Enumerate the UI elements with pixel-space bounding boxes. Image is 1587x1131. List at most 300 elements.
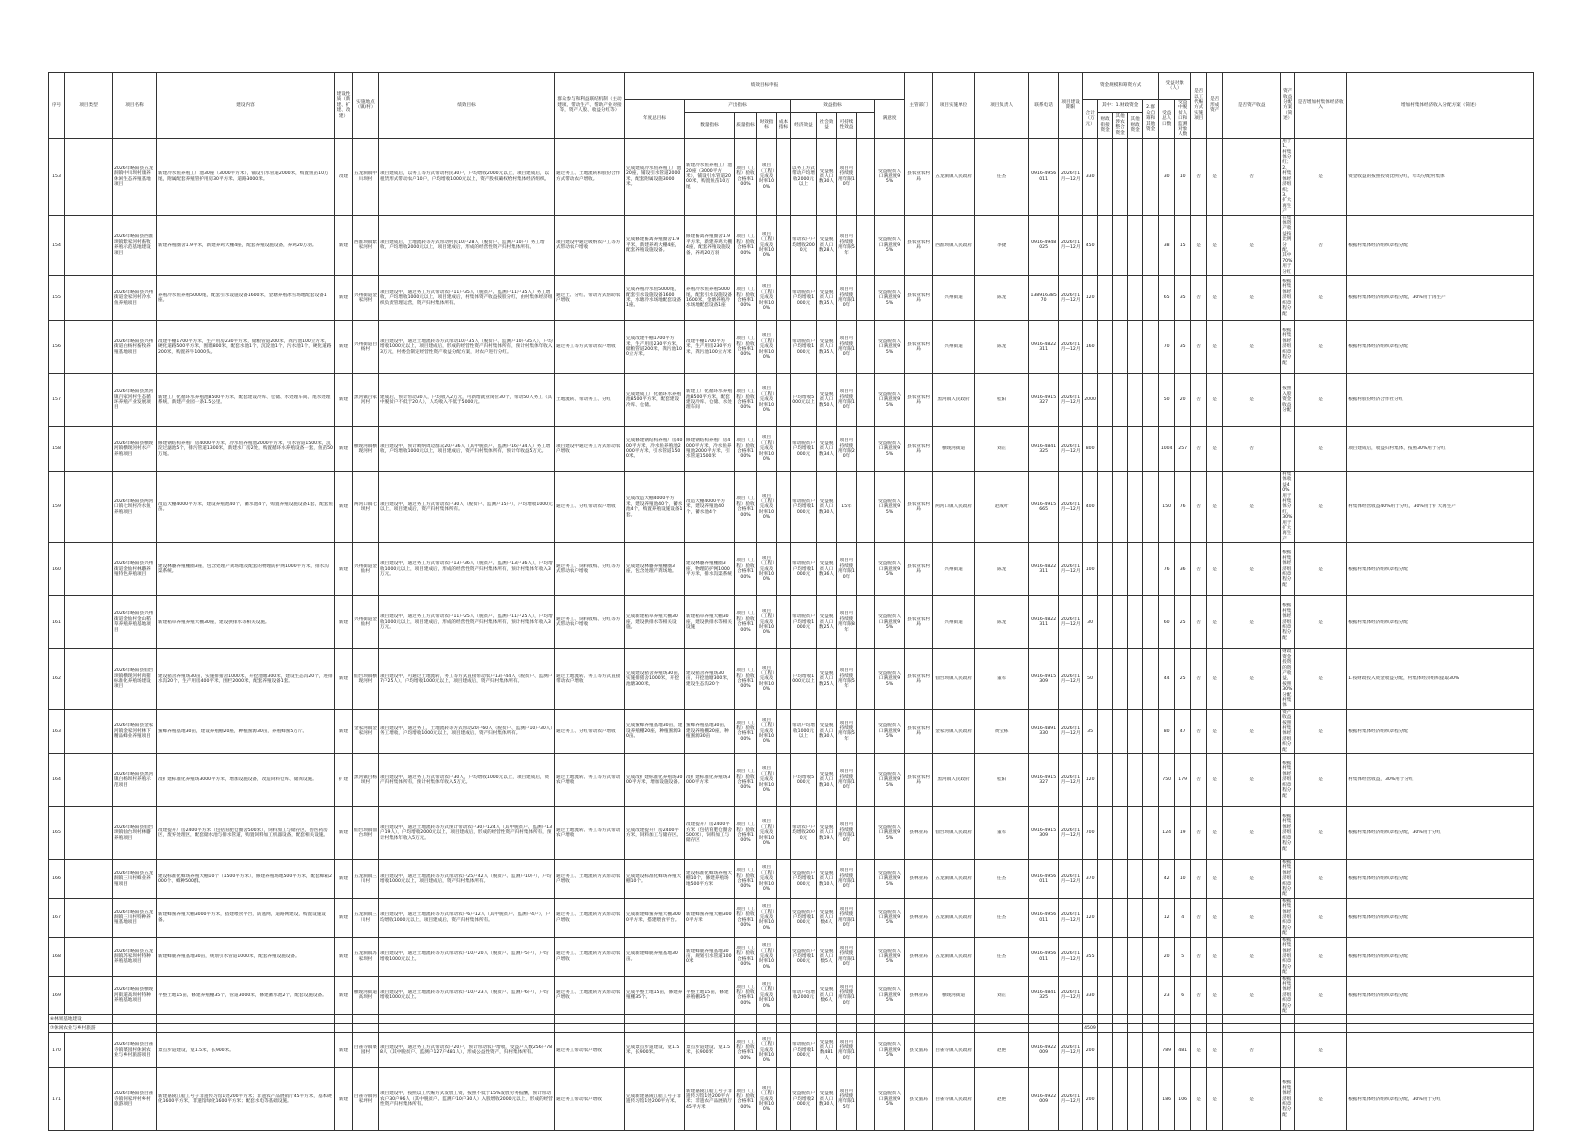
cell-text-a: 是 (1212, 566, 1217, 572)
cell-pop (1159, 321, 1175, 374)
cell-nature (335, 937, 353, 976)
cell-text-name: 2026年略阳县兴州街道金仙村金山稻草养殖养殖基地项目 (114, 611, 154, 633)
cell-text-r: 是 (1249, 953, 1254, 959)
cell-text-a: 是 (1212, 619, 1217, 625)
cell-quality (735, 321, 757, 374)
cell-loc (353, 276, 379, 321)
cell-text-social: 受益脱贫人口数30人 (818, 168, 835, 185)
cell-text-a: 是 (1212, 504, 1217, 510)
cell-cost (777, 321, 791, 374)
cell-annual (625, 860, 685, 899)
cell-text-goal: 项目建设中，通过土地流转等方式预计带动农户30户124人（其中脱贫户、监测户13户19人），户均增收2000元以上，项目建成后，形成的经营性资产归村集体所有，预计村集体年收入5万元。 (380, 824, 553, 841)
cell-ofis (1113, 374, 1128, 427)
cell-ofis (1113, 596, 1128, 649)
cell-text-phone: 0916-4915327 (1031, 394, 1057, 405)
cell-self (1143, 937, 1159, 976)
cell-pop (1159, 1033, 1175, 1068)
cell-sustain2 (857, 215, 875, 275)
cell-text-name: 2026年略阳县仙台坝镇横现河村肉猪标准化养殖场建设项目 (114, 668, 154, 690)
cell-cost (777, 374, 791, 427)
cell-text-timely: 项目（工程）完成及时率100% (758, 493, 775, 521)
cell-rp (1281, 754, 1295, 807)
cell-loc (353, 1068, 379, 1131)
cell-central (1098, 215, 1113, 275)
cell-period (1059, 472, 1083, 543)
cell-a (1207, 374, 1223, 427)
cell-text-rp: 资产收益按照村集体经济组织分配 (1282, 709, 1292, 753)
col-fund: 资金规模和筹资方式 (1083, 73, 1159, 100)
cell-pop (1159, 472, 1175, 543)
section-cell (1029, 1015, 1059, 1024)
cell-text-poor: 25 (1179, 676, 1186, 682)
cell-a (1207, 860, 1223, 899)
cell-text-poor: 6 (1181, 992, 1185, 998)
cell-a (1207, 807, 1223, 860)
cell-poor (1175, 138, 1191, 215)
cell-central (1098, 1068, 1113, 1131)
cell-name (113, 754, 157, 807)
col-total: 合计（万元） (1083, 100, 1098, 139)
cell-text-satis: 受益脱贫人口满意度95% (878, 909, 902, 926)
cell-timely (757, 976, 777, 1015)
cell-text-goal: 项目建设中，通过务工方式带动农户11户25人（脱贫户、监测户11户25人），户均增收1000元以上，项目建成后，形成的经营性资产归村集体所有，预计村集体年收入3万元。 (380, 614, 553, 630)
cell-social (817, 898, 837, 937)
cell-text-seq: 165 (52, 830, 61, 836)
cell-text-rp: 根据村集体经济组织章程分配 (1282, 937, 1292, 976)
cell-timely (757, 709, 777, 753)
cell-sustain2 (857, 1068, 875, 1131)
cell-owner (975, 472, 1029, 543)
cell-annual (625, 898, 685, 937)
cell-cost (777, 138, 791, 215)
cell-central (1098, 1033, 1113, 1068)
cell-econ (791, 374, 817, 427)
cell-total (1083, 543, 1098, 596)
cell-text-qty: 新建稻草养殖大棚30座，建设供排水等相关设施 (686, 614, 732, 630)
cell-annual (625, 276, 685, 321)
cell-text-cp: 资金收益的按照投资比例分红，年均分配村集体 (1348, 173, 1445, 179)
cell-goal (379, 215, 555, 275)
cell-c (1295, 754, 1347, 807)
cell-dept (905, 1033, 933, 1068)
cell-text-name: 2026年略阳县五龙洞镇三川村特种养殖基地项目 (114, 909, 154, 926)
cell-social (817, 709, 837, 753)
cell-satis (875, 427, 905, 472)
table-row (49, 976, 1534, 1015)
cell-text-qty: 养殖冷水鱼养殖5000尾，配套引水设施设备1600米，金塘养殖冷水场地配套设备1座 (686, 287, 732, 309)
cell-seq (49, 321, 65, 374)
table-row (49, 1033, 1534, 1068)
cell-text-annual: 完成新建蜂蜜养殖大棚3000平方米，搭建喂食平台。 (626, 912, 681, 923)
section-cell (353, 1024, 379, 1033)
cell-content (157, 1033, 335, 1068)
col-sustain: 可持续性效益 (837, 112, 857, 138)
cell-unit (933, 937, 975, 976)
table-row (49, 427, 1534, 472)
cell-text-social: 受益脱贫人口数35人 (818, 338, 835, 355)
cell-text-goal: 项目建设中，通过土地流转等方式带动10户35人（脱贫户、监测户10户35人），户均增收1000元以上，项目建成后，形成的经营性资产归村集体所有，预计村集体年收入3万元，村委会制定经营性资产收益分配方案，对农户进行分红。 (380, 338, 553, 355)
cell-text-phone: 13891638570 (1030, 292, 1057, 303)
col-annual: 年度总目标 (625, 100, 685, 139)
cell-nature (335, 807, 353, 860)
cell-text-mech: 通过土地流转、务工等方式直接带动农户增收 (556, 673, 621, 685)
cell-cost (777, 976, 791, 1015)
cell-text-loc: 仙台坝镇仙台坝村 (354, 827, 377, 838)
cell-cp (1347, 976, 1534, 1015)
cell-period (1059, 321, 1083, 374)
cell-nature (335, 472, 353, 543)
cell-text-econ: 带动脱贫户户均增收1000元 (792, 289, 815, 306)
cell-text-name: 2026年略阳县兴州街道白杨村畜牧养殖基地项目 (114, 338, 154, 355)
cell-sustain (837, 937, 857, 976)
cell-self (1143, 596, 1159, 649)
cell-text-goal: 项目建设中，通过务工方式带动农户30人，户均增收1000元以上，项目建成后，资产归村集体所有，预计村集体年收入5万元。 (380, 774, 550, 785)
cell-total (1083, 215, 1098, 275)
table-row (49, 754, 1534, 807)
cell-owner (975, 374, 1029, 427)
cell-text-sustain: 项目可持续使用年限10年 (838, 868, 855, 890)
cell-content (157, 754, 335, 807)
cell-ofis (1113, 1033, 1128, 1068)
section-cell (1059, 1015, 1083, 1024)
cell-text-unit: 五龙洞镇人民政府 (935, 915, 972, 921)
cell-timely (757, 321, 777, 374)
cell-text-loc: 白雀寺镇菜园村 (354, 1044, 377, 1056)
cell-text-social: 受益脱贫人口数6人 (819, 987, 834, 1004)
cell-ofis (1113, 138, 1128, 215)
cell-text-a: 是 (1212, 295, 1217, 301)
cell-timely (757, 1068, 777, 1131)
cell-text-content: 新建工厂化循环水养殖池8500平方米，配套建设冷库、仓储、水处理车间、尾水处理系统，新建产业园一条1.5公里。 (158, 394, 331, 405)
cell-text-owner: 桂阳 (997, 397, 1007, 403)
cell-text-a: 是 (1212, 397, 1217, 403)
cell-timely (757, 754, 777, 807)
cell-text-qty: 新建冷水鱼养殖工厂池20座（3000平方米），铺设引水管道2000米，购置鱼苗10万尾 (686, 163, 732, 190)
cell-text-w: 否 (1196, 876, 1201, 882)
cell-text-annual: 完成新建蜂鹿养殖基地30亩。 (626, 951, 678, 962)
cell-text-poor: 20 (1179, 397, 1186, 403)
cell-r (1223, 709, 1281, 753)
cell-text-sustain: 项目可持续使用年限10年 (838, 336, 855, 358)
section-cell (1098, 1015, 1113, 1024)
cell-text-annual: 完成建设猪舍养殖场30亩，实施排猪舍1000米，开挖池塘300米。 (626, 670, 683, 687)
cell-text-phone: 0916-4915309 (1031, 673, 1057, 685)
cell-text-satis: 受益脱贫人口满意度95% (878, 561, 902, 577)
cell-text-annual: 完成建设林麝养殖棚圈3座，包含处理产粪场地。 (626, 563, 677, 575)
cell-goal (379, 321, 555, 374)
cell-text-seq: 163 (52, 728, 61, 734)
cell-econ (791, 898, 817, 937)
cell-sustain2 (857, 709, 875, 753)
cell-text-qty: 新建工厂化循环水养殖池8500平方米，配套建设冷库、仓储、水处理车间 (686, 389, 732, 411)
cell-pop (1159, 138, 1175, 215)
cell-econ (791, 321, 817, 374)
cell-text-nature: 新建 (338, 344, 349, 350)
col-owner: 项目负责人 (975, 73, 1029, 139)
cell-goal (379, 976, 555, 1015)
cell-text-mech: 通过务工、土地流转方式带动农户增收 (556, 951, 621, 962)
cell-text-period: 2026年1月—12月 (1060, 1044, 1081, 1056)
cell-rp (1281, 321, 1295, 374)
cell-text-satis: 受益脱贫人口满意度95% (878, 440, 902, 457)
cell-text-total: 200 (1085, 1096, 1095, 1102)
cell-content (157, 860, 335, 899)
section-cell (1207, 1024, 1223, 1033)
cell-social (817, 649, 837, 709)
cell-text-mech: 通过务工、土地流转和股份合作方式带动农户增收。 (556, 171, 621, 182)
cell-quality (735, 1068, 757, 1131)
cell-text-qty: 建设标准化蜂场养殖大棚10个，修建养殖场地500平方米 (686, 870, 732, 887)
cell-text-cp: 根据村集体经济组织章程分配，30%用于分红 (1348, 1096, 1442, 1102)
cell-text-w: 否 (1196, 915, 1201, 921)
cell-phone (1029, 976, 1059, 1015)
cell-text-name: 2026年略阳县两河口镇七坝村冷水鱼养殖项目 (114, 499, 154, 515)
cell-w (1191, 754, 1207, 807)
cell-text-nature: 新建 (338, 242, 349, 248)
col-other-fiscal: 其他涉农整合资金 (1113, 112, 1128, 138)
cell-goal (379, 1068, 555, 1131)
col-quality: 质量指标 (735, 112, 757, 138)
cell-phone (1029, 754, 1059, 807)
cell-text-unit: 兴州街道 (944, 344, 963, 350)
cell-owner (975, 807, 1029, 860)
cell-text-seq: 167 (52, 915, 61, 921)
cell-goal (379, 649, 555, 709)
cell-r (1223, 138, 1281, 215)
cell-ofis (1113, 898, 1128, 937)
cell-sustain2 (857, 898, 875, 937)
cell-type (65, 276, 113, 321)
cell-text-satis: 受益脱贫人口满意度95% (878, 771, 902, 788)
cell-text-dept: 县文旅局 (909, 1096, 928, 1102)
cell-text-w: 否 (1196, 830, 1201, 836)
cell-period (1059, 937, 1083, 976)
section-cell (1295, 1015, 1347, 1024)
cell-text-satis: 受益脱贫人口满意度95% (878, 391, 902, 408)
cell-text-timely: 项目（工程）完成及时率100% (758, 333, 775, 361)
cell-text-unit: 兴州街道 (944, 295, 963, 301)
cell-loc (353, 898, 379, 937)
col-output: 产出指标 (685, 100, 791, 113)
section-cell (791, 1024, 817, 1033)
cell-text-phone: 0916-4822311 (1031, 616, 1057, 628)
section-cell (1175, 1024, 1191, 1033)
cell-text-sustain: 项目可持续使用年限10年 (838, 558, 855, 580)
cell-text-total: 330 (1085, 992, 1095, 998)
cell-text-content: 新建嘉陵江船工号子非遗传习馆1处200平方米；非遗农产品展销厅45平方米，基本硬化1600平方米，非遗馆绿化1600平方米；配套水电等基础设施。 (158, 1093, 332, 1105)
cell-satis (875, 807, 905, 860)
cell-text-pop: 65 (1163, 295, 1170, 301)
cell-goal (379, 1033, 555, 1068)
cell-cost (777, 543, 791, 596)
cell-text-nature: 改建 (338, 173, 349, 179)
cell-text-r: 是 (1249, 397, 1254, 403)
cell-dept (905, 649, 933, 709)
cell-rp (1281, 649, 1295, 709)
cell-text-satis: 受益脱贫人口满意度95% (878, 289, 902, 306)
cell-self (1143, 472, 1159, 543)
cell-text-content: 建设林麝养殖棚圈3座，包含处理产粪场地及配套的物理防护网1000平方米，排水沟渠系统。 (158, 563, 329, 575)
cell-content (157, 709, 335, 753)
cell-rp (1281, 860, 1295, 899)
cell-text-period: 2026年1月—12月 (1060, 292, 1081, 303)
cell-dept (905, 709, 933, 753)
cell-self (1143, 374, 1159, 427)
cell-text-timely: 项目（工程）完成及时率100% (758, 608, 775, 636)
cell-text-timely: 项目（工程）完成及时率100% (758, 284, 775, 312)
cell-timely (757, 807, 777, 860)
cell-social (817, 860, 837, 899)
cell-a (1207, 976, 1223, 1015)
cell-goal (379, 709, 555, 753)
cell-unit (933, 543, 975, 596)
cell-poor (1175, 543, 1191, 596)
cell-text-name: 2026年略阳县金家河镇金家河村林下精品蜂业养殖项目 (114, 723, 154, 740)
cell-satis (875, 472, 905, 543)
cell-text-rp: 根据村集体经济组织章程分配 (1282, 860, 1292, 898)
cell-text-timely: 项目（工程）完成及时率100% (758, 766, 775, 794)
cell-period (1059, 427, 1083, 472)
cell-text-total: 160 (1085, 344, 1095, 350)
section-cell (857, 1015, 875, 1024)
section-cell (1295, 1024, 1347, 1033)
cell-text-cp: 村集体经营收益，30%用于分红 (1348, 777, 1414, 783)
section-cell (1059, 1024, 1083, 1033)
cell-other (1128, 138, 1143, 215)
cell-text-seq: 162 (52, 676, 61, 682)
cell-timely (757, 937, 777, 976)
cell-type (65, 937, 113, 976)
cell-text-pop: 23 (1163, 992, 1170, 998)
cell-text-phone: 0916-4915665 (1031, 501, 1057, 513)
cell-text-r: 是 (1249, 504, 1254, 510)
cell-text-cp: 根据村集体经济组织章程分配 (1348, 242, 1408, 248)
cell-r (1223, 807, 1281, 860)
cell-pop (1159, 649, 1175, 709)
cell-text-loc: 五龙洞镇苏家坝村 (354, 951, 377, 962)
cell-text-dept: 县农业农村局 (907, 171, 931, 182)
cell-text-rp: 财政资金投资的资产收益，按照30%分配村集体 (1282, 649, 1293, 709)
cell-text-w: 否 (1196, 344, 1201, 350)
cell-seq (49, 215, 65, 275)
cell-text-r: 是 (1249, 295, 1254, 301)
cell-text-c: 是 (1318, 1096, 1323, 1102)
section-cell (1223, 1024, 1281, 1033)
cell-text-c: 是 (1318, 566, 1323, 572)
cell-text-content: 新建冷水鱼养殖工厂池30座（3000平方米），铺设引水管道2000米，购置鱼苗10万尾，附属配套养殖管护用房30平方米、道路3000米。 (158, 171, 329, 182)
cell-text-rp: 在集体资产收益按比例分配，其中70%用于分红 (1282, 215, 1293, 275)
cell-text-nature: 新建 (338, 619, 349, 625)
section-cell (1191, 1015, 1207, 1024)
col-benef-pop: 受益总人口数 (1159, 100, 1175, 139)
table-row (49, 138, 1534, 215)
cell-sustain (837, 860, 857, 899)
cell-econ (791, 427, 817, 472)
cell-text-mech: 通过务工、分红带动农户增收 (556, 728, 616, 734)
cell-r (1223, 321, 1281, 374)
cell-cp (1347, 649, 1534, 709)
cell-seq (49, 860, 65, 899)
cell-dept (905, 321, 933, 374)
cell-cp (1347, 937, 1534, 976)
cell-text-social: 受益脱贫人口数30人 (818, 723, 835, 740)
cell-text-satis: 受益脱贫人口满意度95% (878, 614, 902, 630)
project-table-sheet (48, 72, 1534, 1131)
cell-owner (975, 427, 1029, 472)
cell-unit (933, 321, 975, 374)
cell-r (1223, 649, 1281, 709)
cell-text-social: 受益脱贫人口数28人 (818, 237, 835, 253)
cell-satis (875, 1033, 905, 1068)
cell-text-seq: 170 (52, 1047, 61, 1053)
cell-goal (379, 543, 555, 596)
cell-sustain (837, 321, 857, 374)
cell-a (1207, 321, 1223, 374)
cell-nature (335, 860, 353, 899)
cell-c (1295, 649, 1347, 709)
cell-text-unit: 横现河街道 (942, 446, 966, 452)
cell-text-poor: 10 (1179, 173, 1186, 179)
cell-self (1143, 860, 1159, 899)
cell-quality (735, 860, 757, 899)
cell-satis (875, 649, 905, 709)
cell-sustain2 (857, 543, 875, 596)
cell-unit (933, 1068, 975, 1131)
cell-text-unit: 白雀寺镇人民政府 (935, 1096, 972, 1102)
cell-text-cp: 根据村集体经济组织章程分配 (1348, 953, 1408, 959)
cell-text-poor: 76 (1179, 504, 1186, 510)
cell-mech (555, 709, 625, 753)
cell-nature (335, 321, 353, 374)
table-row (49, 596, 1534, 649)
cell-text-unit: 黑河镇人民政府 (937, 777, 970, 783)
section-cell (905, 1024, 933, 1033)
cell-text-total: 355 (1085, 953, 1095, 959)
cell-qty (685, 138, 735, 215)
cell-text-seq: 155 (52, 295, 61, 301)
col-seq: 序号 (49, 73, 65, 139)
table-row (49, 1068, 1534, 1131)
cell-goal (379, 374, 555, 427)
cell-text-rp: 根据村集体经济组织章程分配 (1282, 976, 1292, 1014)
cell-text-cp: 根据村集体经济组织章程分配 (1348, 619, 1408, 625)
cell-poor (1175, 374, 1191, 427)
cell-text-a: 是 (1212, 876, 1217, 882)
cell-satis (875, 374, 905, 427)
cell-text-c: 是 (1318, 777, 1323, 783)
cell-type (65, 1068, 113, 1131)
cell-self (1143, 215, 1159, 275)
cell-text-poor: 4 (1181, 915, 1185, 921)
cell-text-nature: 新建 (338, 728, 349, 734)
cell-central (1098, 754, 1113, 807)
cell-r (1223, 374, 1281, 427)
cell-poor (1175, 1068, 1191, 1131)
col-q-group: 是否资产收益 (1223, 73, 1281, 139)
cell-text-social: 受益脱贫人口数25人 (818, 614, 835, 630)
cell-loc (353, 427, 379, 472)
table-header (49, 73, 1534, 139)
cell-timely (757, 860, 777, 899)
section-cell (335, 1024, 353, 1033)
cell-text-owner: 任杰 (997, 876, 1007, 882)
section-cell (353, 1015, 379, 1024)
cell-self (1143, 709, 1159, 753)
section-label: ⑦休闲农业与乡村旅游 (49, 1024, 113, 1033)
cell-text-seq: 168 (52, 953, 61, 959)
cell-sustain (837, 472, 857, 543)
col-other: 其他财政资金 (1128, 112, 1143, 138)
